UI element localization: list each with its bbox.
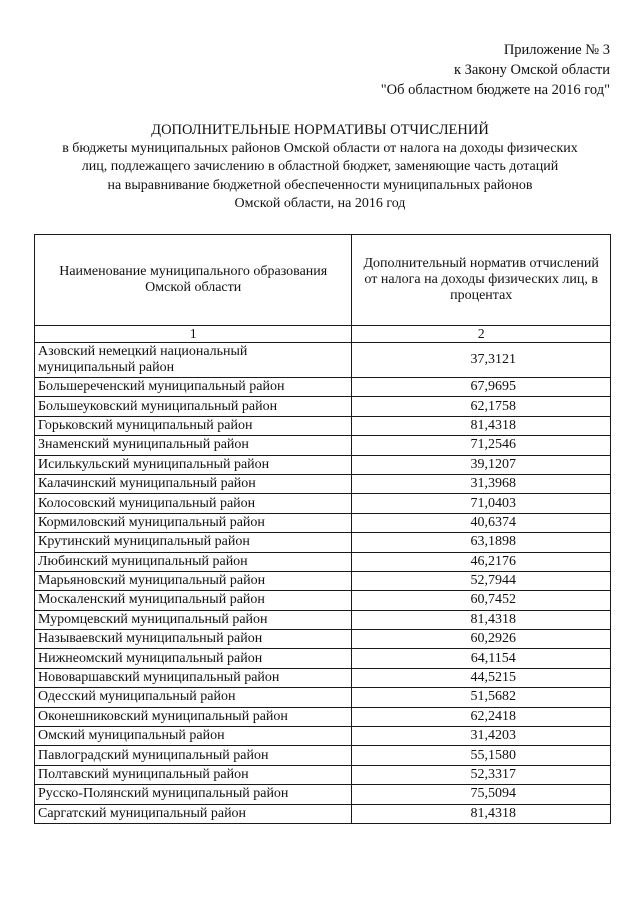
column-number-row <box>35 326 611 343</box>
norm-value-cell: 71,0403 <box>352 494 611 513</box>
norm-value-cell: 71,2546 <box>352 436 611 455</box>
municipality-name-cell: Азовский немецкий национальный муниципальный район <box>35 343 352 378</box>
norm-value-cell: 64,1154 <box>352 649 611 668</box>
table-row <box>35 591 611 610</box>
table-row <box>35 571 611 590</box>
norm-value-cell: 62,1758 <box>352 397 611 416</box>
norm-value-cell: 51,5682 <box>352 688 611 707</box>
municipality-name-cell: Омский муниципальный район <box>35 727 352 746</box>
municipality-name-cell: Павлоградский муниципальный район <box>35 746 352 765</box>
table-row <box>35 804 611 823</box>
norm-value-cell: 52,7944 <box>352 571 611 590</box>
table-row <box>35 649 611 668</box>
table-row <box>35 668 611 687</box>
table-row <box>35 343 611 378</box>
norm-value-cell: 67,9695 <box>352 378 611 397</box>
appendix-number: Приложение № 3 <box>503 42 610 58</box>
table-row <box>35 552 611 571</box>
municipality-name-cell: Одесский муниципальный район <box>35 688 352 707</box>
table-row <box>35 494 611 513</box>
norm-value-cell: 52,3317 <box>352 765 611 784</box>
document-subtitle-line-2: лиц, подлежащего зачислению в областной бюджет, заменяющие часть дотаций <box>81 159 559 174</box>
table-row <box>35 416 611 435</box>
municipality-name-cell: Саргатский муниципальный район <box>35 804 352 823</box>
norm-value-cell: 81,4318 <box>352 610 611 629</box>
column-header-municipality: Наименование муниципального образования Омской области <box>35 235 352 326</box>
table-row <box>35 397 611 416</box>
norms-table <box>34 234 611 824</box>
document-title-block <box>0 121 640 214</box>
table-row <box>35 533 611 552</box>
document-subtitle-line-4: Омской области, на 2016 год <box>234 196 406 211</box>
table-body <box>35 343 611 824</box>
table-row <box>35 746 611 765</box>
norm-value-cell: 60,7452 <box>352 591 611 610</box>
norm-value-cell: 62,2418 <box>352 707 611 726</box>
norm-value-cell: 60,2926 <box>352 630 611 649</box>
norm-value-cell: 39,1207 <box>352 455 611 474</box>
table-row <box>35 688 611 707</box>
municipality-name-cell: Любинский муниципальный район <box>35 552 352 571</box>
municipality-name-cell: Москаленский муниципальный район <box>35 591 352 610</box>
municipality-name-cell: Исилькульский муниципальный район <box>35 455 352 474</box>
table-row <box>35 474 611 493</box>
table-row <box>35 513 611 532</box>
municipality-name-cell: Нижнеомский муниципальный район <box>35 649 352 668</box>
municipality-name-cell: Горьковский муниципальный район <box>35 416 352 435</box>
table-row <box>35 765 611 784</box>
norm-value-cell: 44,5215 <box>352 668 611 687</box>
table-row <box>35 630 611 649</box>
appendix-note <box>381 40 610 100</box>
document-subtitle-line-1: в бюджеты муниципальных районов Омской области от налога на доходы физических <box>62 140 578 156</box>
municipality-name-cell: Марьяновский муниципальный район <box>35 571 352 590</box>
table-row <box>35 455 611 474</box>
column-number-1: 1 <box>35 326 352 343</box>
municipality-name-cell: Калачинский муниципальный район <box>35 474 352 493</box>
norm-value-cell: 31,4203 <box>352 727 611 746</box>
municipality-name-cell: Нововаршавский муниципальный район <box>35 668 352 687</box>
document-title: ДОПОЛНИТЕЛЬНЫЕ НОРМАТИВЫ ОТЧИСЛЕНИЙ <box>151 122 489 138</box>
norm-value-cell: 40,6374 <box>352 513 611 532</box>
municipality-name-cell: Муромцевский муниципальный район <box>35 610 352 629</box>
table-row <box>35 785 611 804</box>
norm-value-cell: 37,3121 <box>352 343 611 378</box>
table-header-row <box>35 235 611 326</box>
column-header-norm: Дополнительный норматив отчислений от налога на доходы физических лиц, в процентах <box>352 235 611 326</box>
norm-value-cell: 46,2176 <box>352 552 611 571</box>
norm-value-cell: 55,1580 <box>352 746 611 765</box>
table-row <box>35 378 611 397</box>
table-row <box>35 727 611 746</box>
municipality-name-cell: Кормиловский муниципальный район <box>35 513 352 532</box>
norm-value-cell: 31,3968 <box>352 474 611 493</box>
norm-value-cell: 81,4318 <box>352 416 611 435</box>
municipality-name-cell: Оконешниковский муниципальный район <box>35 707 352 726</box>
appendix-law-ref: к Закону Омской области <box>453 62 610 78</box>
municipality-name-cell: Русско-Полянский муниципальный район <box>35 785 352 804</box>
document-subtitle-line-3: на выравнивание бюджетной обеспеченности муниципальных районов <box>107 177 533 193</box>
appendix-law-title: "Об областном бюджете на 2016 год" <box>380 82 610 98</box>
municipality-name-cell: Крутинский муниципальный район <box>35 533 352 552</box>
municipality-name-cell: Большереченский муниципальный район <box>35 378 352 397</box>
municipality-name-cell: Полтавский муниципальный район <box>35 765 352 784</box>
municipality-name-cell: Большеуковский муниципальный район <box>35 397 352 416</box>
municipality-name-cell: Называевский муниципальный район <box>35 630 352 649</box>
table-row <box>35 707 611 726</box>
norm-value-cell: 75,5094 <box>352 785 611 804</box>
norm-value-cell: 81,4318 <box>352 804 611 823</box>
table-row <box>35 436 611 455</box>
municipality-name-cell: Знаменский муниципальный район <box>35 436 352 455</box>
norm-value-cell: 63,1898 <box>352 533 611 552</box>
table-row <box>35 610 611 629</box>
column-number-2: 2 <box>352 326 611 343</box>
municipality-name-cell: Колосовский муниципальный район <box>35 494 352 513</box>
